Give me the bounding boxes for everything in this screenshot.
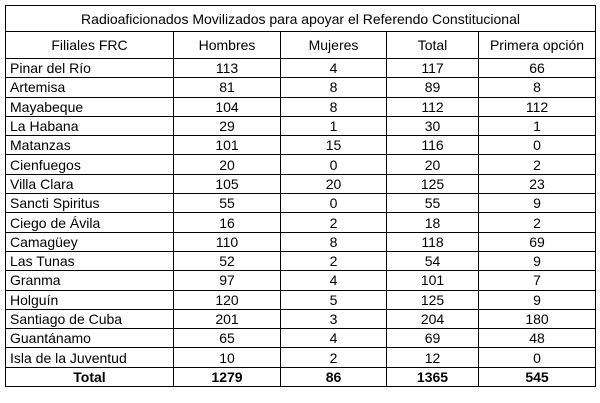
cell-filial: Camagüey — [6, 232, 174, 251]
cell-primera-opcion: 66 — [479, 59, 596, 78]
cell-filial: Pinar del Río — [6, 59, 174, 78]
cell-hombres: 55 — [174, 194, 281, 213]
cell-filial: Cienfuegos — [6, 155, 174, 174]
cell-primera-opcion: 7 — [479, 271, 596, 290]
cell-mujeres: 8 — [281, 232, 387, 251]
cell-hombres: 81 — [174, 78, 281, 97]
table-row — [6, 213, 596, 232]
cell-mujeres: 2 — [281, 213, 387, 232]
cell-mujeres: 8 — [281, 97, 387, 116]
table-row — [6, 97, 596, 116]
cell-hombres: 29 — [174, 116, 281, 135]
cell-filial: Artemisa — [6, 78, 174, 97]
cell-filial: Holguín — [6, 290, 174, 309]
cell-total: 118 — [387, 232, 479, 251]
cell-hombres: 10 — [174, 348, 281, 367]
total-cell-hombres: 1279 — [174, 367, 281, 386]
cell-primera-opcion: 0 — [479, 136, 596, 155]
cell-total: 30 — [387, 116, 479, 135]
table-row — [6, 174, 596, 193]
cell-total: 55 — [387, 194, 479, 213]
cell-filial: Las Tunas — [6, 251, 174, 270]
table-row — [6, 78, 596, 97]
cell-mujeres: 2 — [281, 251, 387, 270]
cell-total: 54 — [387, 251, 479, 270]
cell-mujeres: 4 — [281, 329, 387, 348]
cell-filial: Mayabeque — [6, 97, 174, 116]
table-header-row — [6, 32, 596, 59]
cell-total: 69 — [387, 329, 479, 348]
table-row — [6, 271, 596, 290]
table-row — [6, 251, 596, 270]
header-hombres: Hombres — [174, 32, 281, 59]
cell-mujeres: 8 — [281, 78, 387, 97]
table-row — [6, 59, 596, 78]
header-mujeres: Mujeres — [281, 32, 387, 59]
table-row — [6, 155, 596, 174]
cell-total: 125 — [387, 290, 479, 309]
cell-total: 204 — [387, 309, 479, 328]
cell-hombres: 97 — [174, 271, 281, 290]
radio-amateurs-table — [5, 5, 596, 387]
cell-filial: Villa Clara — [6, 174, 174, 193]
cell-filial: Isla de la Juventud — [6, 348, 174, 367]
cell-hombres: 104 — [174, 97, 281, 116]
cell-filial: Granma — [6, 271, 174, 290]
cell-total: 12 — [387, 348, 479, 367]
cell-primera-opcion: 23 — [479, 174, 596, 193]
header-total: Total — [387, 32, 479, 59]
cell-hombres: 20 — [174, 155, 281, 174]
cell-hombres: 52 — [174, 251, 281, 270]
cell-primera-opcion: 112 — [479, 97, 596, 116]
cell-filial: La Habana — [6, 116, 174, 135]
cell-primera-opcion: 48 — [479, 329, 596, 348]
cell-hombres: 113 — [174, 59, 281, 78]
cell-hombres: 201 — [174, 309, 281, 328]
table-title: Radioaficionados Movilizados para apoyar el Referendo Constitucional — [6, 6, 596, 32]
cell-mujeres: 1 — [281, 116, 387, 135]
cell-total: 101 — [387, 271, 479, 290]
cell-filial: Guantánamo — [6, 329, 174, 348]
cell-hombres: 16 — [174, 213, 281, 232]
cell-total: 117 — [387, 59, 479, 78]
cell-hombres: 65 — [174, 329, 281, 348]
cell-total: 125 — [387, 174, 479, 193]
table-row — [6, 309, 596, 328]
cell-primera-opcion: 2 — [479, 213, 596, 232]
total-cell-total: 1365 — [387, 367, 479, 386]
cell-primera-opcion: 8 — [479, 78, 596, 97]
cell-primera-opcion: 2 — [479, 155, 596, 174]
table-row — [6, 136, 596, 155]
cell-primera-opcion: 9 — [479, 251, 596, 270]
table-row — [6, 348, 596, 367]
table-title-row — [6, 6, 596, 32]
table-row — [6, 116, 596, 135]
cell-filial: Sancti Spiritus — [6, 194, 174, 213]
cell-mujeres: 3 — [281, 309, 387, 328]
cell-primera-opcion: 9 — [479, 194, 596, 213]
cell-filial: Santiago de Cuba — [6, 309, 174, 328]
table-row — [6, 290, 596, 309]
cell-mujeres: 4 — [281, 271, 387, 290]
total-cell-filial: Total — [6, 367, 174, 386]
cell-hombres: 101 — [174, 136, 281, 155]
cell-mujeres: 0 — [281, 194, 387, 213]
total-cell-primera-opcion: 545 — [479, 367, 596, 386]
cell-mujeres: 5 — [281, 290, 387, 309]
cell-mujeres: 2 — [281, 348, 387, 367]
cell-total: 116 — [387, 136, 479, 155]
cell-mujeres: 4 — [281, 59, 387, 78]
cell-total: 112 — [387, 97, 479, 116]
cell-mujeres: 20 — [281, 174, 387, 193]
cell-primera-opcion: 1 — [479, 116, 596, 135]
table-row — [6, 232, 596, 251]
header-primera-opcion: Primera opción — [479, 32, 596, 59]
cell-primera-opcion: 180 — [479, 309, 596, 328]
cell-hombres: 120 — [174, 290, 281, 309]
cell-filial: Ciego de Ávila — [6, 213, 174, 232]
table-row — [6, 329, 596, 348]
table-row — [6, 194, 596, 213]
cell-primera-opcion: 69 — [479, 232, 596, 251]
header-filiales: Filiales FRC — [6, 32, 174, 59]
cell-mujeres: 0 — [281, 155, 387, 174]
total-row — [6, 367, 596, 386]
total-cell-mujeres: 86 — [281, 367, 387, 386]
cell-primera-opcion: 0 — [479, 348, 596, 367]
cell-total: 18 — [387, 213, 479, 232]
cell-total: 20 — [387, 155, 479, 174]
cell-primera-opcion: 9 — [479, 290, 596, 309]
cell-mujeres: 15 — [281, 136, 387, 155]
cell-filial: Matanzas — [6, 136, 174, 155]
cell-hombres: 105 — [174, 174, 281, 193]
cell-hombres: 110 — [174, 232, 281, 251]
cell-total: 89 — [387, 78, 479, 97]
